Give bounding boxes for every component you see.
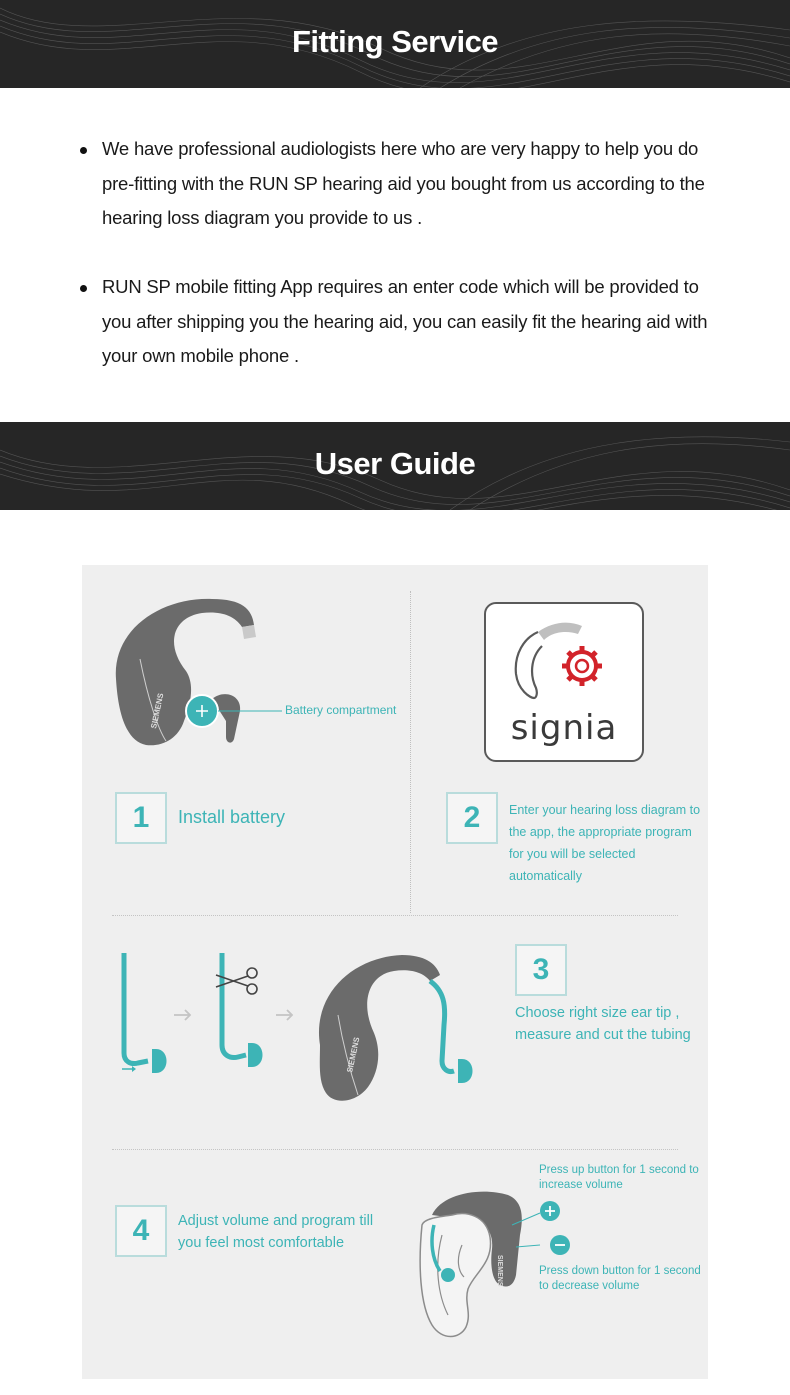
device-brand-label: SIEMENS	[345, 1036, 362, 1074]
signia-app-icon	[484, 602, 644, 762]
volume-up-instructions: Press up button for 1 second to increase volume	[539, 1164, 699, 1191]
user-guide-title: User Guide	[314, 446, 476, 481]
arrow-right-icon	[276, 1010, 292, 1020]
step-4-text: Adjust volume and program till you feel most comfortable	[178, 1213, 374, 1251]
minus-icon	[550, 1235, 570, 1255]
user-guide-banner	[0, 422, 790, 510]
divider	[112, 1149, 678, 1150]
bullet-dot	[80, 285, 87, 292]
step-number-box: 2	[446, 792, 498, 844]
fitting-service-banner	[0, 0, 790, 88]
step-2-text: Enter your hearing loss diagram to the app, the appropriate program for you will be selected automatically	[509, 803, 701, 883]
gear-icon	[562, 646, 602, 686]
volume-down-instructions: Press down button for 1 second to decrease volume	[539, 1265, 701, 1292]
divider	[410, 591, 411, 913]
user-guide-panel	[82, 565, 708, 1379]
battery-compartment-label: Battery compartment	[285, 703, 397, 717]
arrow-right-icon	[174, 1010, 190, 1020]
hearing-aid-battery-illustration	[102, 589, 402, 769]
step-number-box: 4	[115, 1205, 167, 1257]
plus-icon	[540, 1201, 560, 1221]
device-brand-label: SIEMENS	[149, 692, 166, 730]
fitting-service-title: Fitting Service	[291, 24, 499, 59]
signia-logo-text: signia	[510, 708, 618, 748]
divider	[112, 915, 678, 916]
step-number-box: 3	[515, 944, 567, 996]
bullet-dot	[80, 147, 87, 154]
bullet-text: RUN SP mobile fitting App requires an enter code which will be provided to you after shipping you the hearing aid, you can easily fit the hearing aid with your own mobile phone .	[102, 276, 708, 366]
step-number-box: 1	[115, 792, 167, 844]
device-brand-label: SIEMENS	[496, 1255, 503, 1287]
tubing-cut-illustration	[112, 945, 482, 1115]
bullet-text: We have professional audiologists here who are very happy to help you do pre-fitting with the RUN SP hearing aid you bought from us according to the hearing loss diagram you provide to us .	[102, 138, 705, 228]
step-1-text: Install battery	[178, 807, 286, 827]
step-3-text: Choose right size ear tip , measure and cut the tubing	[515, 1005, 691, 1043]
